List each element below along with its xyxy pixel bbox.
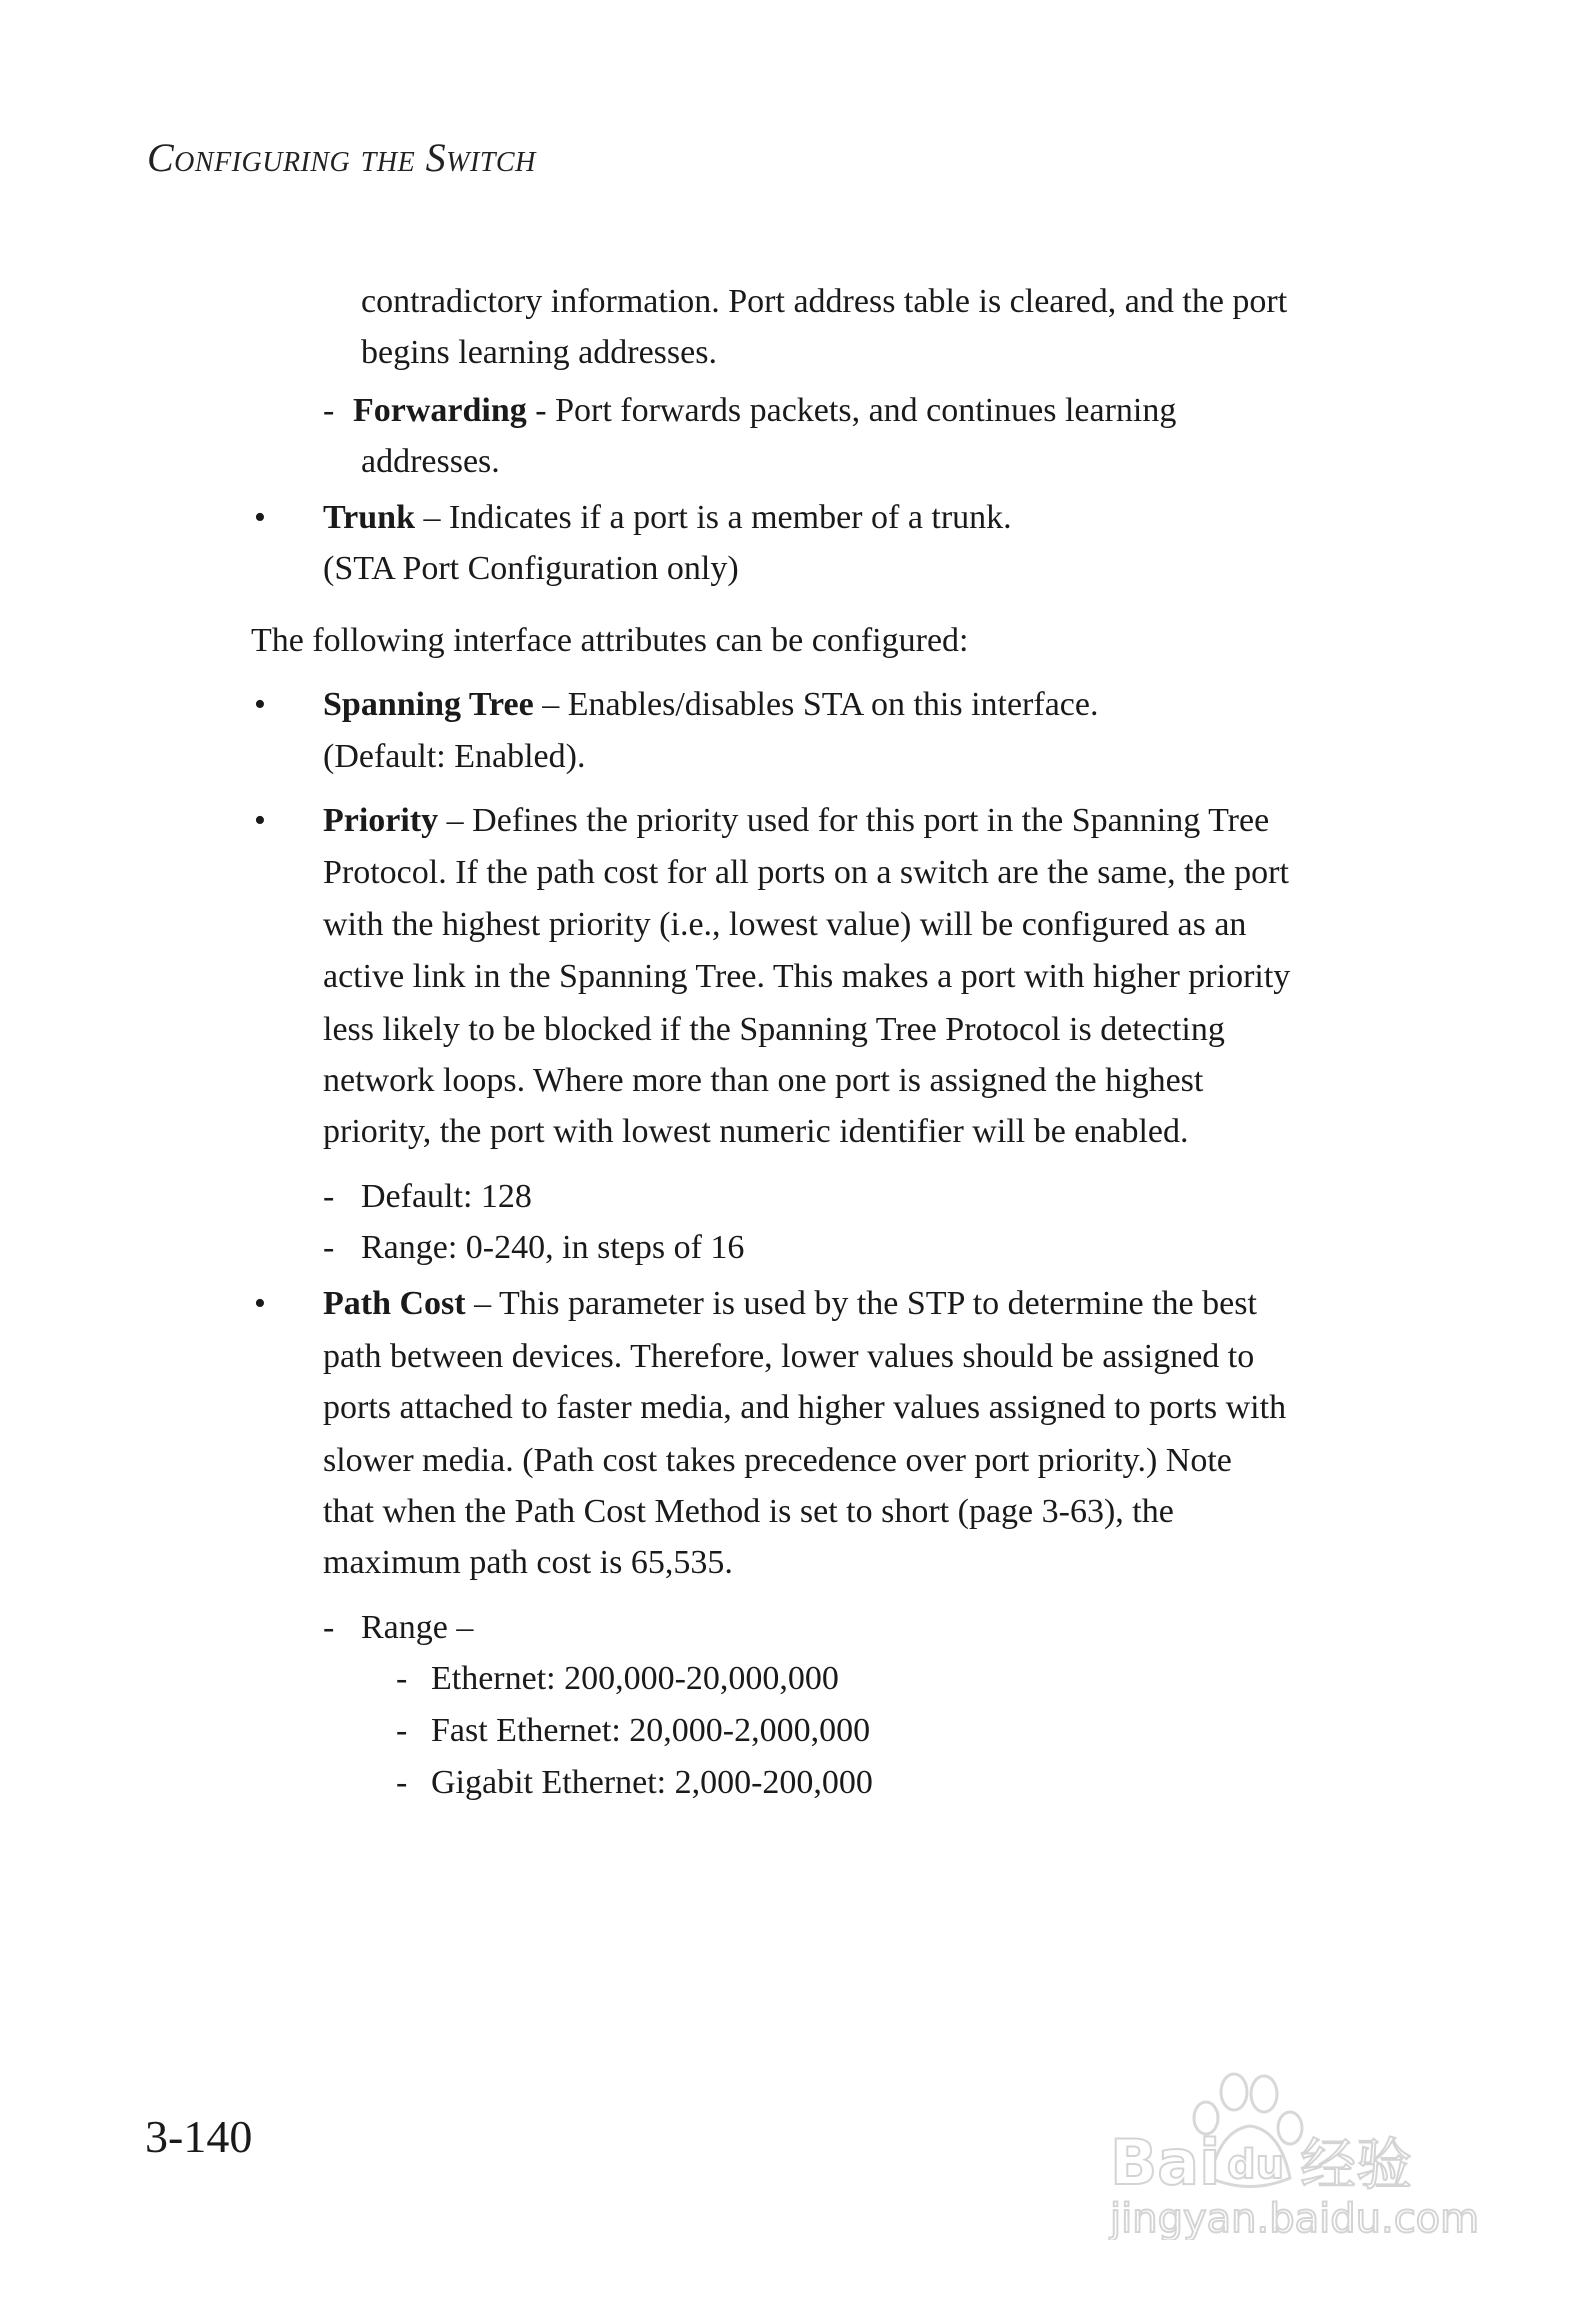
range-label: Range – bbox=[361, 1609, 474, 1646]
body-line: less likely to be blocked if the Spanning Tree Protocol is detecting bbox=[323, 1011, 1225, 1048]
body-line: ports attached to faster media, and higher values assigned to ports with bbox=[323, 1389, 1287, 1426]
dash-marker: - bbox=[396, 1660, 408, 1697]
term-forwarding: Forwarding bbox=[353, 392, 527, 429]
spanning-tree-item bbox=[323, 680, 1098, 730]
term-trunk: Trunk bbox=[323, 499, 415, 536]
body-line: that when the Path Cost Method is set to short (page 3-63), the bbox=[323, 1493, 1174, 1530]
priority-default: Default: 128 bbox=[361, 1178, 532, 1215]
bullet: • bbox=[254, 1285, 266, 1322]
running-header: Configuring the Switch bbox=[147, 135, 536, 180]
body-line: slower media. (Path cost takes precedence over port priority.) Note bbox=[323, 1442, 1232, 1479]
body-line: addresses. bbox=[361, 443, 500, 480]
baidu-watermark-logo bbox=[1100, 2060, 1480, 2240]
svg-text:jingyan.baidu.com: jingyan.baidu.com bbox=[1110, 2196, 1480, 2240]
range-fast-ethernet: Fast Ethernet: 20,000-2,000,000 bbox=[431, 1712, 871, 1749]
dash-marker: - bbox=[323, 1609, 335, 1646]
body-text: – Enables/disables STA on this interface. bbox=[533, 686, 1099, 723]
body-line: active link in the Spanning Tree. This makes a port with higher priority bbox=[323, 958, 1291, 995]
dash-marker: - bbox=[323, 1229, 335, 1266]
priority-item bbox=[323, 796, 1269, 846]
dash-marker: - bbox=[396, 1764, 408, 1801]
term-spanning-tree: Spanning Tree bbox=[323, 686, 534, 723]
body-line: contradictory information. Port address table is cleared, and the port bbox=[361, 283, 1288, 320]
body-line: maximum path cost is 65,535. bbox=[323, 1544, 733, 1581]
term-path-cost: Path Cost bbox=[323, 1285, 466, 1322]
dash-marker: - bbox=[323, 1178, 335, 1215]
body-line: begins learning addresses. bbox=[361, 334, 717, 371]
intro-paragraph: The following interface attributes can be configured: bbox=[251, 622, 969, 659]
body-line: path between devices. Therefore, lower values should be assigned to bbox=[323, 1338, 1255, 1375]
term-priority: Priority bbox=[323, 802, 439, 839]
priority-range: Range: 0-240, in steps of 16 bbox=[361, 1229, 745, 1266]
body-text: - Port forwards packets, and continues learning bbox=[526, 392, 1177, 429]
path-cost-item bbox=[323, 1279, 1257, 1329]
body-line: priority, the port with lowest numeric identifier will be enabled. bbox=[323, 1113, 1189, 1150]
trunk-item bbox=[323, 493, 1012, 543]
bullet: • bbox=[254, 686, 266, 723]
svg-text:du: du bbox=[1227, 2142, 1285, 2188]
dash-marker: - bbox=[396, 1712, 408, 1749]
body-line: with the highest priority (i.e., lowest value) will be configured as an bbox=[323, 906, 1247, 943]
bullet: • bbox=[254, 802, 266, 839]
body-line: network loops. Where more than one port is assigned the highest bbox=[323, 1062, 1204, 1099]
body-line: (Default: Enabled). bbox=[323, 738, 586, 775]
svg-text:Bai: Bai bbox=[1110, 2126, 1221, 2199]
body-line: (STA Port Configuration only) bbox=[323, 550, 739, 587]
svg-text:经验: 经验 bbox=[1300, 2133, 1412, 2198]
body-text: – Indicates if a port is a member of a trunk. bbox=[414, 499, 1012, 536]
body-line: Protocol. If the path cost for all ports on a switch are the same, the port bbox=[323, 854, 1289, 891]
body-text: – This parameter is used by the STP to determine the best bbox=[465, 1285, 1257, 1322]
range-ethernet: Ethernet: 200,000-20,000,000 bbox=[431, 1660, 839, 1697]
dash-marker: - bbox=[323, 392, 335, 429]
bullet: • bbox=[254, 499, 266, 536]
range-gigabit-ethernet: Gigabit Ethernet: 2,000-200,000 bbox=[431, 1764, 873, 1801]
page-number: 3-140 bbox=[145, 2111, 253, 2162]
forwarding-item bbox=[353, 386, 1176, 436]
body-text: – Defines the priority used for this port in the Spanning Tree bbox=[438, 802, 1270, 839]
